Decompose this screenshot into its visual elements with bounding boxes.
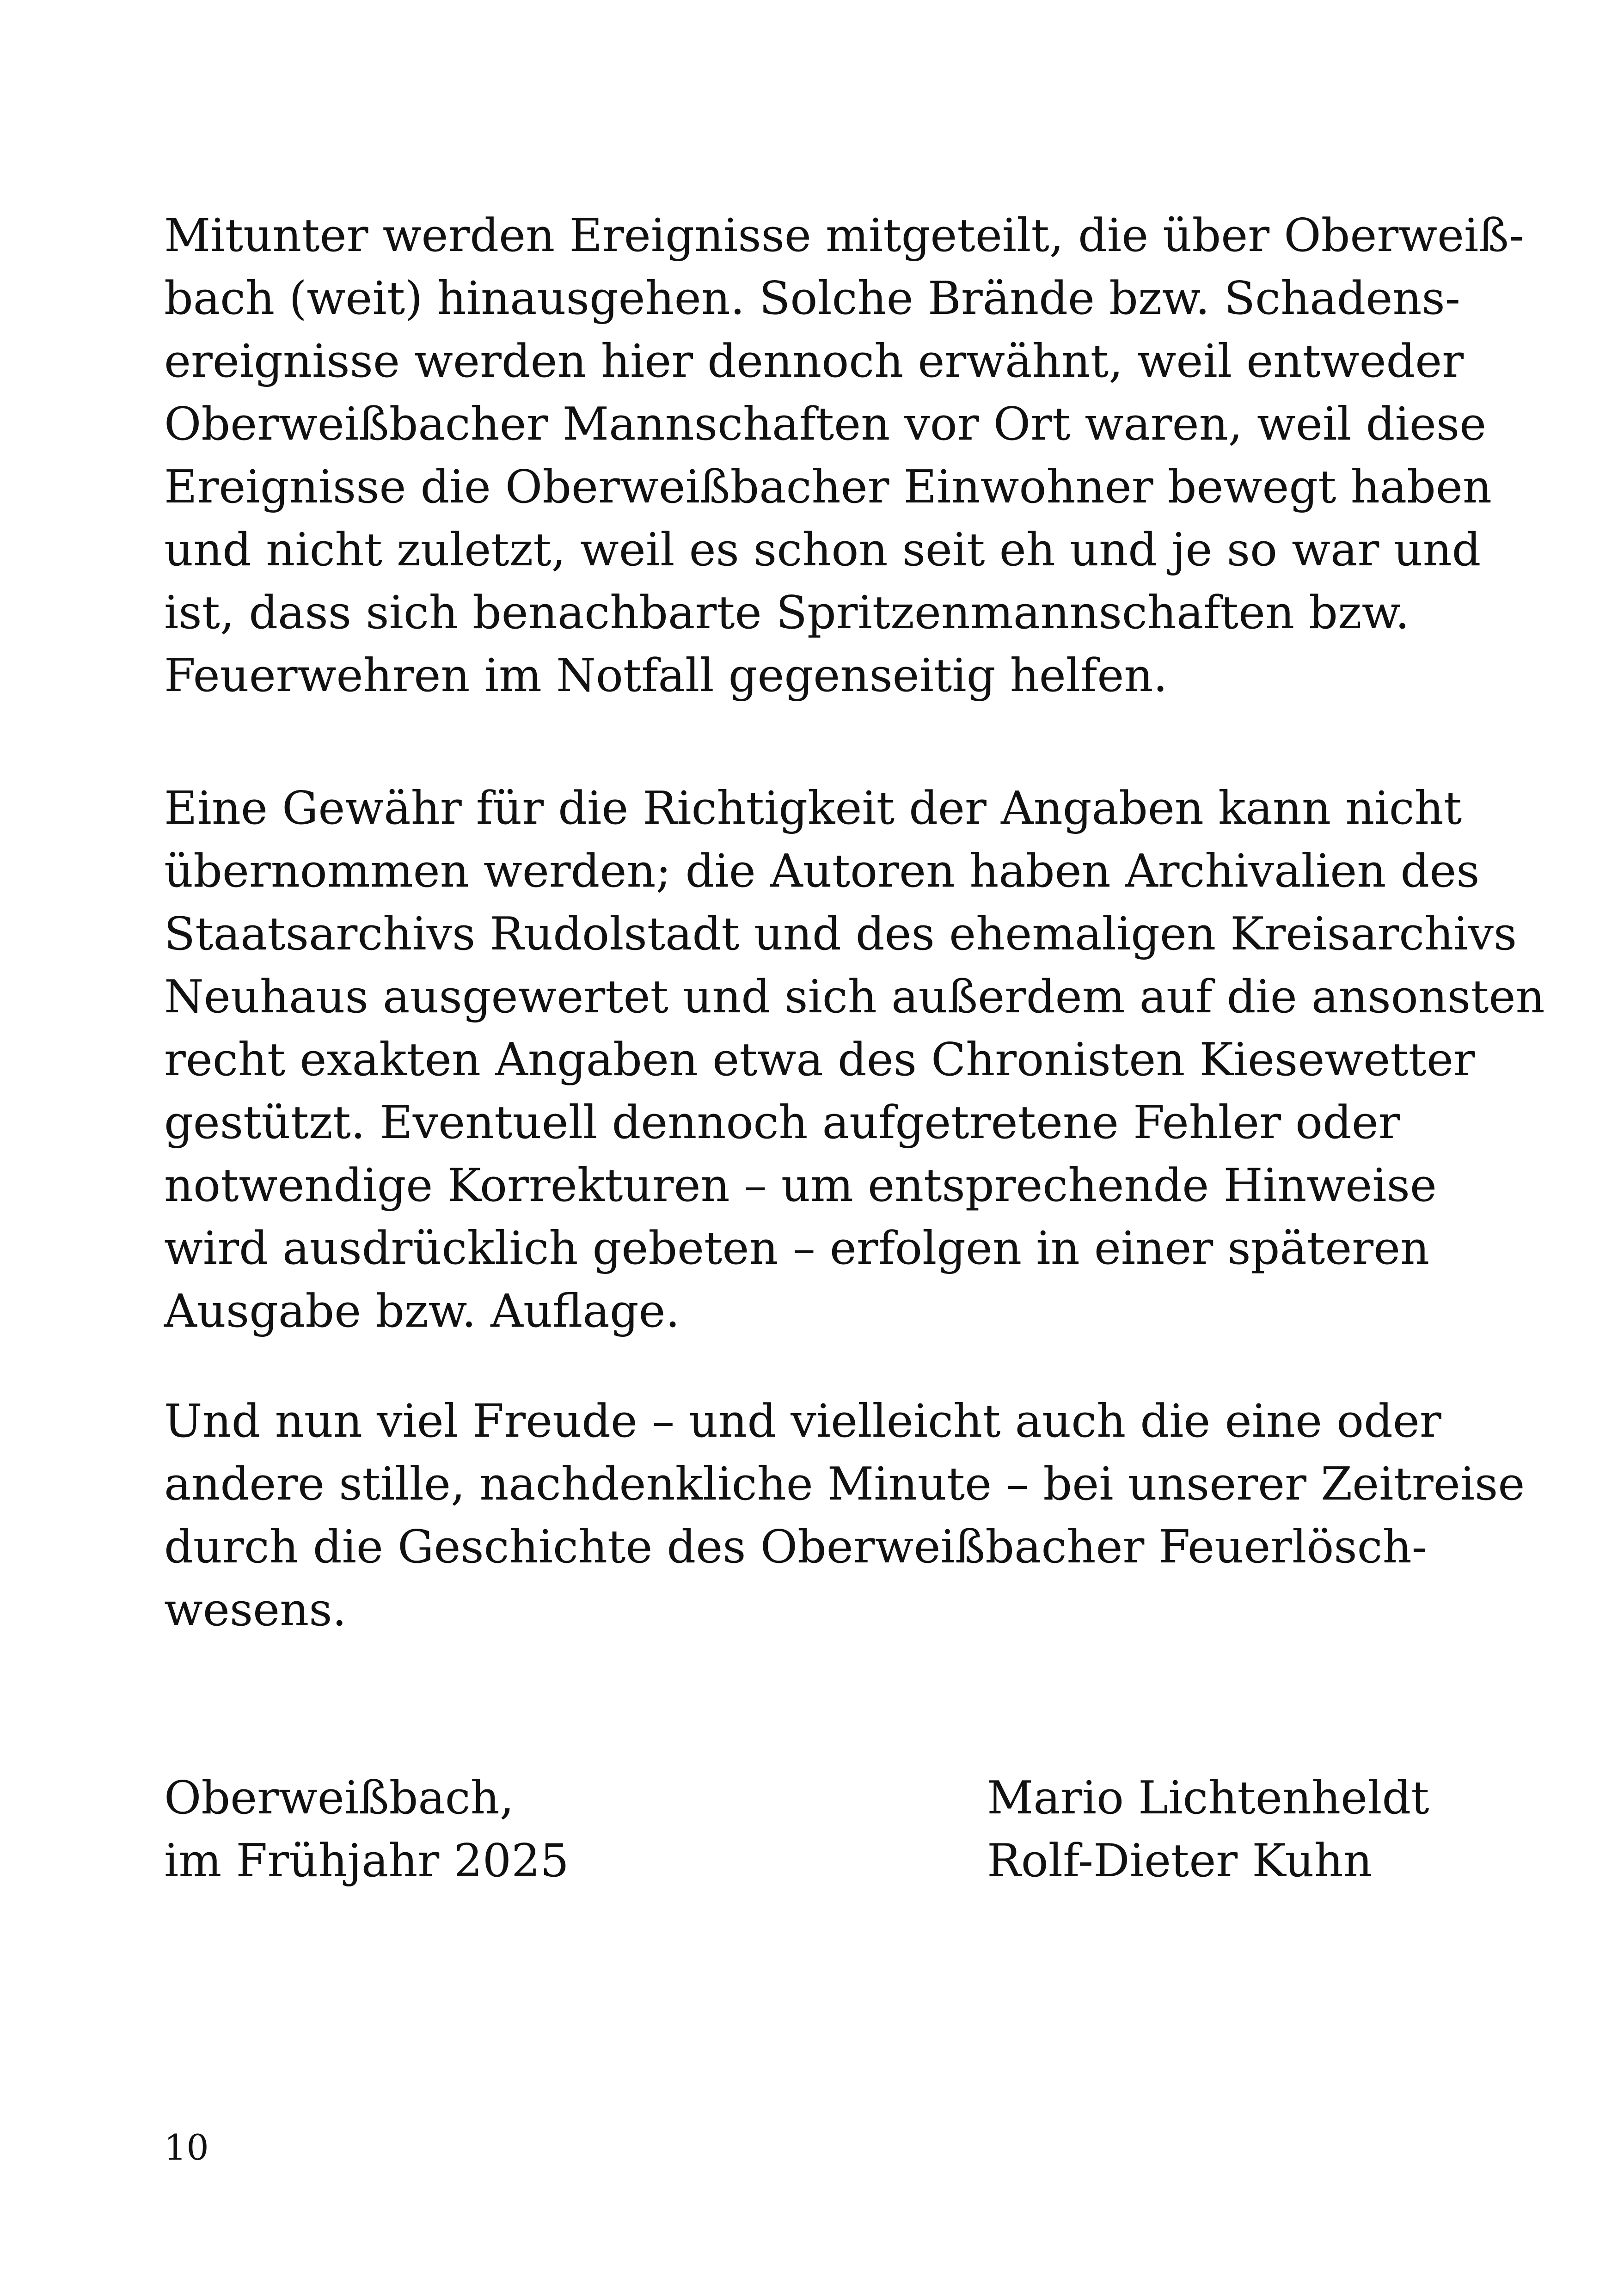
page-number: 10 [164, 2127, 209, 2168]
signature-author: Mario Lichtenheldt [987, 1772, 1429, 1825]
paragraph-line: Mitunter werden Ereignisse mitgeteilt, die über Oberweiß- [164, 209, 1524, 262]
paragraph-line: durch die Geschichte des Oberweißbacher Feuerlösch- [164, 1521, 1427, 1574]
signature-place: Oberweißbach, [164, 1772, 514, 1825]
paragraph-line: Und nun viel Freude – und vielleicht auch die eine oder [164, 1395, 1441, 1448]
paragraph-line: Feuerwehren im Notfall gegenseitig helfen. [164, 649, 1168, 702]
paragraph-line: Ausgabe bzw. Auflage. [164, 1285, 680, 1338]
paragraph-line: notwendige Korrekturen – um entsprechende Hinweise [164, 1159, 1437, 1212]
paragraph-line: ist, dass sich benachbarte Spritzenmannschaften bzw. [164, 587, 1410, 639]
paragraph-line: Neuhaus ausgewertet und sich außerdem auf die ansonsten [164, 971, 1545, 1023]
paragraph-line: Oberweißbacher Mannschaften vor Ort waren, weil diese [164, 398, 1487, 451]
paragraph-line: recht exakten Angaben etwa des Chronisten Kiesewetter [164, 1034, 1475, 1086]
signature-place-date [164, 1767, 569, 1892]
paragraph-line: Eine Gewähr für die Richtigkeit der Angaben kann nicht [164, 782, 1462, 835]
paragraph-2 [164, 777, 1545, 1343]
paragraph-line: Staatsarchivs Rudolstadt und des ehemaligen Kreisarchivs [164, 908, 1517, 961]
signature-author: Rolf-Dieter Kuhn [987, 1835, 1373, 1887]
paragraph-line: bach (weit) hinausgehen. Solche Brände bzw. Schadens- [164, 272, 1460, 325]
paragraph-line: übernommen werden; die Autoren haben Archivalien des [164, 845, 1480, 898]
signature-date: im Frühjahr 2025 [164, 1835, 569, 1887]
paragraph-line: andere stille, nachdenkliche Minute – bei unserer Zeitreise [164, 1458, 1525, 1511]
paragraph-line: wird ausdrücklich gebeten – erfolgen in einer späteren [164, 1222, 1430, 1275]
paragraph-3 [164, 1390, 1525, 1641]
signature-authors [987, 1767, 1429, 1892]
paragraph-line: Ereignisse die Oberweißbacher Einwohner bewegt haben [164, 461, 1492, 514]
paragraph-line: und nicht zuletzt, weil es schon seit eh und je so war und [164, 524, 1481, 576]
paragraph-line: gestützt. Eventuell dennoch aufgetretene Fehler oder [164, 1096, 1400, 1149]
paragraph-line: wesens. [164, 1584, 347, 1636]
paragraph-line: ereignisse werden hier dennoch erwähnt, weil entweder [164, 335, 1464, 388]
paragraph-1 [164, 204, 1524, 707]
